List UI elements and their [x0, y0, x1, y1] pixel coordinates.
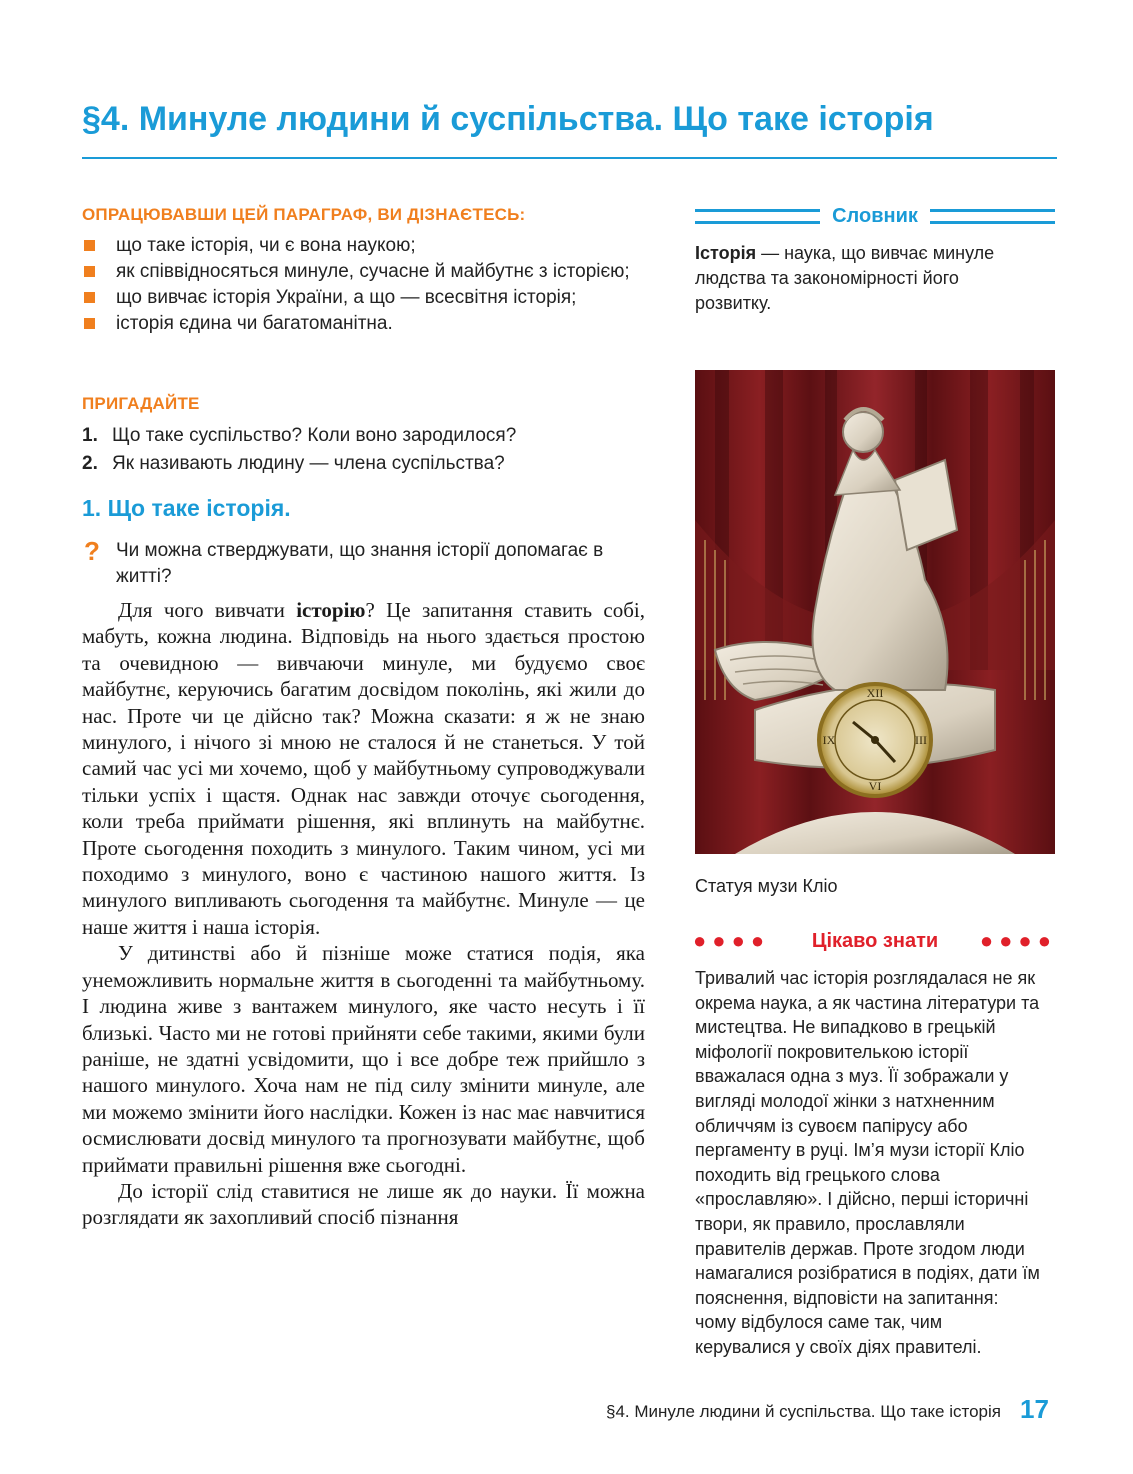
glossary-definition: — наука, що вивчає минуле людства та закономірності його розвитку.	[695, 243, 995, 313]
interesting-label: Цікаво знати	[811, 929, 939, 952]
main-text	[82, 597, 645, 1231]
paragraph: У дитинстві або й пізніше може статися подія, яка унеможливить нормальне життя в сьогоденні та майбутньому. І людина живе з вантажем минулого, яке часто несуть і її близькі. Часто ми не готові прийняти себе такими, якими були раніше, не здатні усвідомити, що і все добре теж прийшло з нашого минулого. Хоча нам не під силу змінити минуле, але ми можемо змінити його наслідки. Кожен із нас має навчитися осмислювати досвід минулого та прогнозувати майбутнє, щоб приймати правильні рішення вже сьогодні.	[82, 941, 645, 1177]
list-item: 1. Що таке суспільство? Коли воно зародилося?	[82, 425, 517, 446]
paragraph: До історії слід ставитися не лише як до науки. Її можна розглядати як захопливий спосіб пізнання	[82, 1178, 645, 1230]
list-item: як співвідносяться минуле, сучасне й майбутнє з історією;	[82, 259, 652, 285]
stripe-decoration	[930, 209, 1055, 224]
stripe-decoration	[695, 209, 820, 224]
bullet-square-icon	[84, 318, 95, 329]
bullet-square-icon	[84, 240, 95, 251]
bullet-square-icon	[84, 266, 95, 277]
page-title: §4. Минуле людини й суспільства. Що таке історія	[82, 100, 934, 138]
svg-text:IX: IX	[822, 733, 836, 747]
statue-illustration	[695, 370, 1055, 854]
glossary-entry	[695, 241, 1040, 316]
list-item: 2. Як називають людину — члена суспільства?	[82, 453, 505, 474]
dots-decoration: ●●●●	[693, 928, 771, 953]
figure-caption: Статуя музи Кліо	[695, 876, 838, 896]
recall-heading: ПРИГАДАЙТЕ	[82, 394, 200, 413]
recall-block	[82, 394, 652, 478]
glossary-header	[695, 205, 1055, 228]
running-title: §4. Минуле людини й суспільства. Що таке історія	[606, 1402, 1001, 1421]
svg-text:III: III	[915, 733, 927, 747]
paragraph: Для чого вивчати історію? Це запитання ставить собі, мабуть, кожна людина. Відповідь на нього здається простою та очевидною — вивчаючи минуле, ми будуємо своє майбутнє, керуючись багатим досвідом поколінь, які жили до нас. Проте чи це дійсно так? Можна сказати: я ж не знаю минулого, і нічого зі мною не сталося й не станеться. У той самий час усі ми хочемо, щоб у майбутньому супроводжували тільки успіх і щастя. Однак нас завжди оточує сьогодення, коли треба приймати рішення, які вплинуть на майбутнє. Проте сьогодення походить з минулого. Таким чином, усі ми походимо з минулого, воно є частиною нашого життя. Із минулого випливають сьогодення та майбутнє. Минуле — це наше життя і наша історія.	[82, 598, 645, 939]
interesting-text: Тривалий час історія розглядалася не як окрема наука, а як частина літератури та мистецтва. Не випадково в грецькій міфології покровителькою історії вважалася одна з муз. Її зображали у вигляді молодої жінки з натхненним обличчям із сувоєм папірусу або пергаменту в руці. Ім’я музи історії Кліо походить від грецького слова «прославляю». І дійсно, перші історичні твори, як правило, прославляли правителів держав. Проте згодом люди намагалися розібратися в подіях, дати їм пояснення, відповісти на запитання: чому відбулося саме так, чим керувалися у своїх діях правителі.	[695, 968, 1040, 1357]
learn-block	[82, 205, 652, 337]
list-item: що вивчає історія України, а що — всесвітня історія;	[82, 285, 652, 311]
clio-statue-photo	[695, 370, 1055, 854]
section-heading: 1. Що таке історія.	[82, 495, 291, 521]
list-item: що таке історія, чи є вона наукою;	[82, 233, 652, 259]
list-item: історія єдина чи багатоманітна.	[82, 311, 652, 337]
question-text: Чи можна стверджувати, що знання історії допомагає в житті?	[116, 540, 604, 587]
glossary-term: Історія	[695, 243, 757, 263]
svg-text:XII: XII	[866, 686, 884, 700]
page-number: 17	[1020, 1394, 1049, 1424]
dots-decoration: ●●●●	[979, 928, 1057, 953]
svg-text:VI: VI	[868, 779, 882, 793]
recall-list	[82, 422, 652, 478]
interesting-header	[693, 928, 1057, 954]
question-icon: ?	[84, 536, 100, 566]
glossary-label: Словник	[832, 205, 918, 227]
title-divider	[82, 157, 1057, 159]
learn-list	[82, 233, 652, 337]
bullet-square-icon	[84, 292, 95, 303]
learn-heading: ОПРАЦЮВАВШИ ЦЕЙ ПАРАГРАФ, ВИ ДІЗНАЄТЕСЬ:	[82, 205, 526, 224]
